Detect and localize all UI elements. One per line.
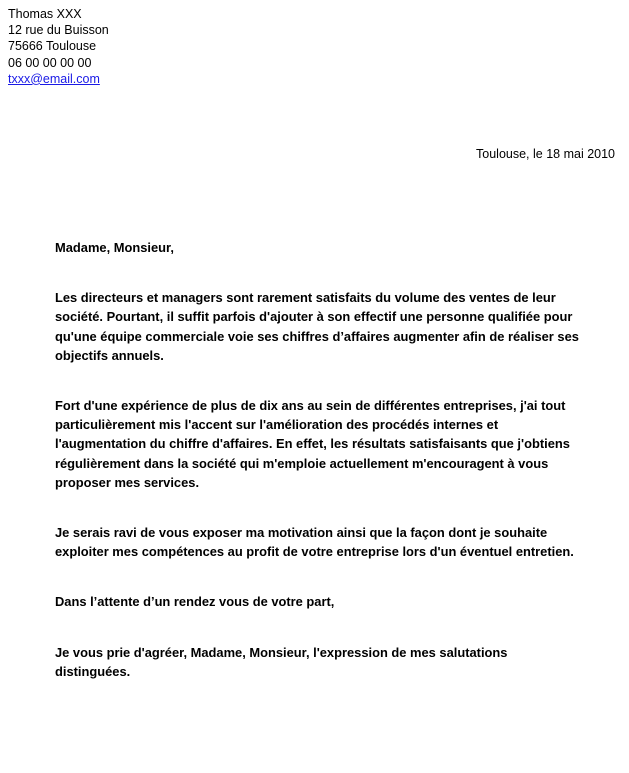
body-paragraph-2: Fort d'une expérience de plus de dix ans au sein de différentes entreprises, j'ai tout particulièrement mis l'accent sur l'amélioration des procédés internes et l'augmentation du chiffre d'affaires. En effet, les résultats satisfaisants que j'obtiens régulièrement dans la société qui m'emploie actuellement m'encouragent à vous proposer mes services. xyxy=(55,398,570,490)
closing-paragraph: Je vous prie d'agréer, Madame, Monsieur, l'expression de mes salutations distinguées. xyxy=(55,644,508,679)
body-paragraph-4: Dans l’attente d’un rendez vous de votre part, xyxy=(55,594,335,610)
sender-name: Thomas XXX xyxy=(8,7,82,21)
letter-body xyxy=(55,238,582,681)
body-paragraph-1: Les directeurs et managers sont rarement satisfaits du volume des ventes de leur société. Pourtant, il suffit parfois d'ajouter à son effectif une personne qualifiée pour qu'une équipe commerciale voie ses chiffres d’affaires augmenter afin de réaliser ses objectifs annuels. xyxy=(55,290,579,363)
sender-city: 75666 Toulouse xyxy=(8,39,97,54)
sender-email-link[interactable]: txxx@email.com xyxy=(8,71,100,86)
date-line: Toulouse, le 18 mai 2010 xyxy=(476,147,615,161)
sender-address-block xyxy=(8,6,109,87)
sender-phone: 06 00 00 00 00 xyxy=(8,55,92,70)
sender-street: 12 rue du Buisson xyxy=(8,23,109,38)
salutation: Madame, Monsieur, xyxy=(55,240,174,255)
body-paragraph-3: Je serais ravi de vous exposer ma motivation ainsi que la façon dont je souhaite exploiter mes compétences au profit de votre entreprise lors d'un éventuel entretien. xyxy=(55,525,574,560)
